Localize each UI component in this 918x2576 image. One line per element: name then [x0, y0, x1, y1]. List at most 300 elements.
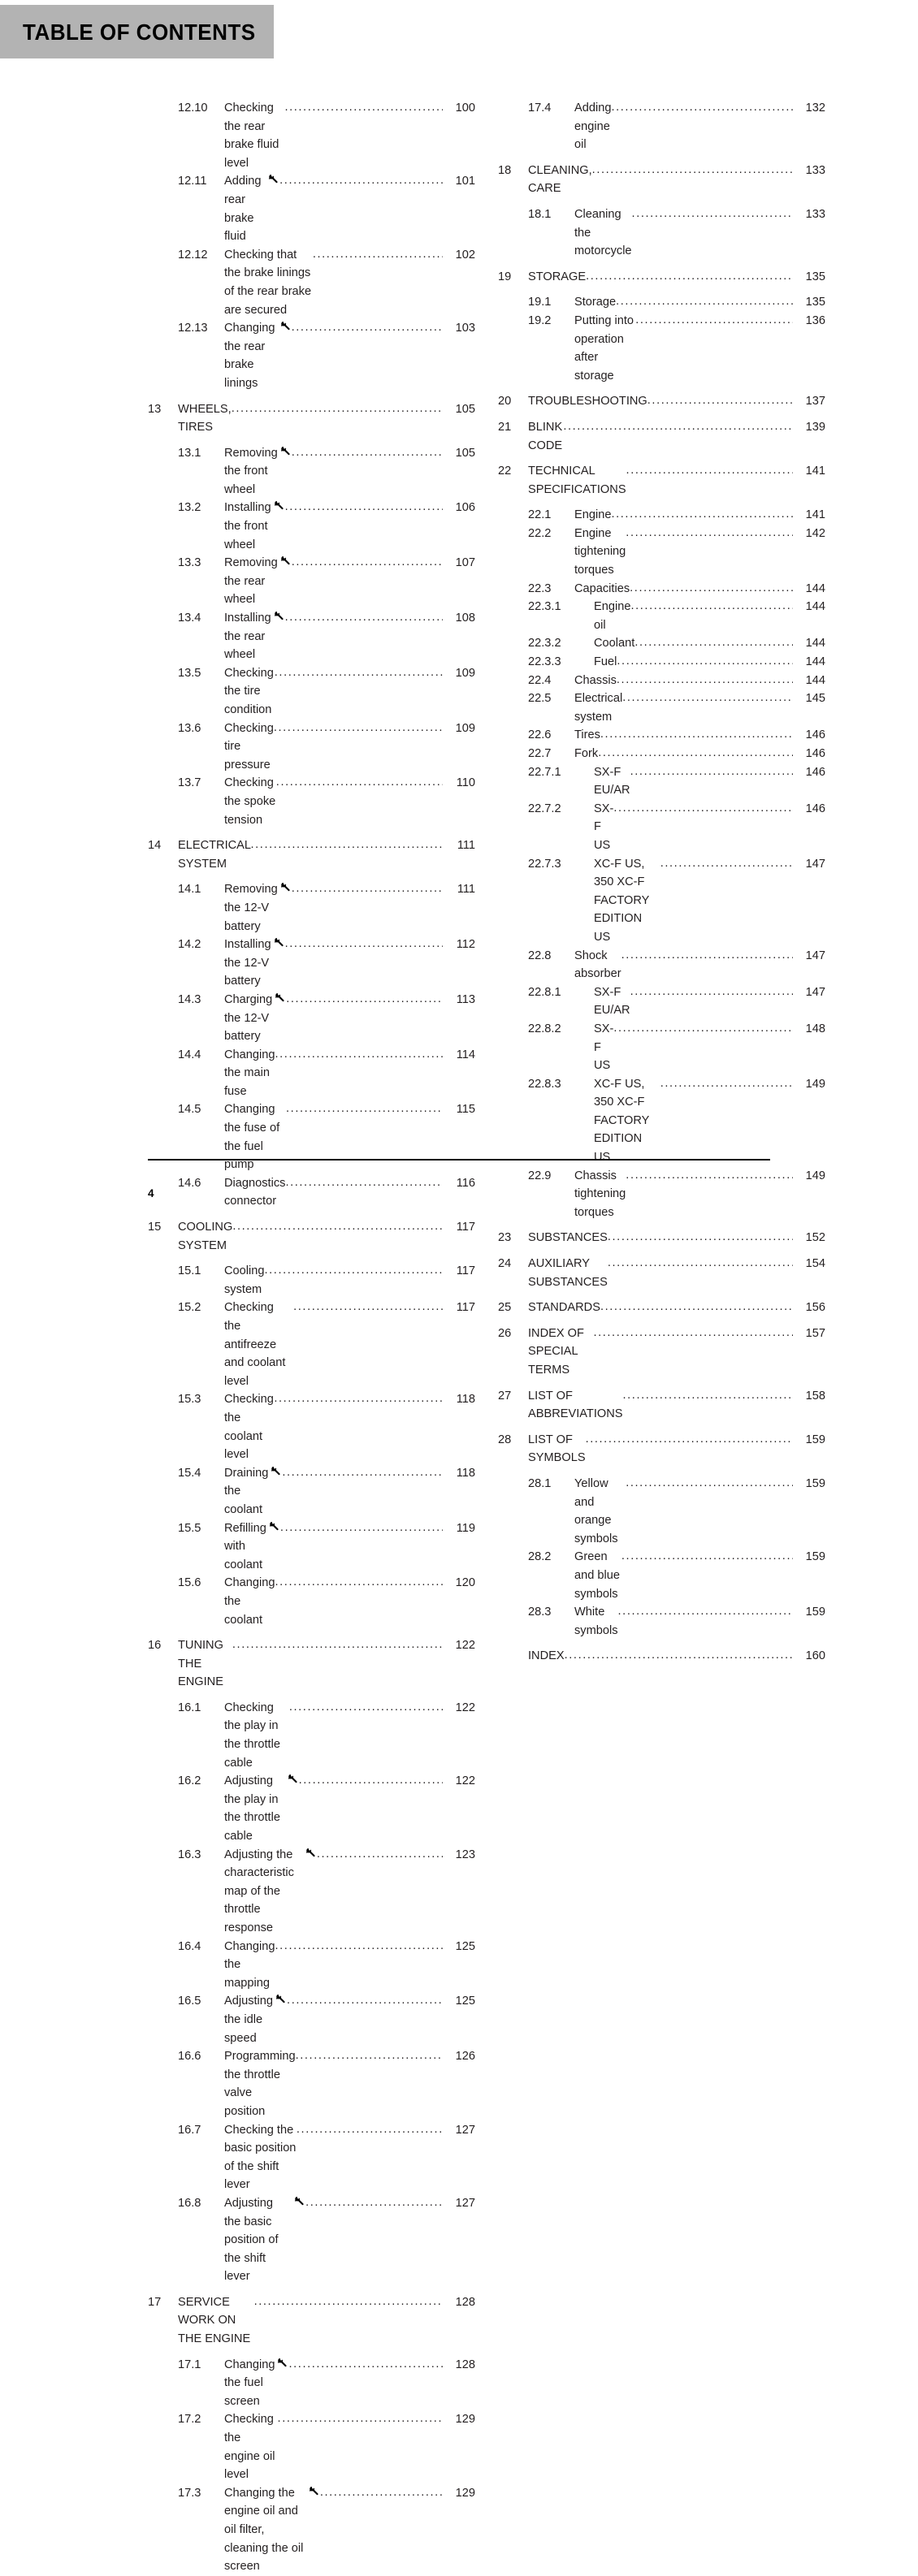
toc-entry[interactable]: [498, 99, 825, 154]
toc-entry[interactable]: [148, 991, 475, 1046]
leader-dots: [626, 1166, 793, 1185]
toc-entry-title: Removing the front wheel: [224, 446, 278, 496]
toc-entry[interactable]: [148, 1174, 475, 1211]
toc-entry[interactable]: [498, 506, 825, 525]
wrench-icon: [288, 1774, 298, 1784]
toc-entry-number: 17.4: [528, 102, 552, 115]
toc-entry[interactable]: [148, 1519, 475, 1575]
toc-entry-page: 144: [805, 673, 825, 687]
toc-entry-body: [574, 745, 825, 763]
toc-entry-page: 158: [805, 1389, 825, 1403]
leader-dots: [305, 2193, 443, 2212]
toc-entry-body: [224, 1464, 475, 1519]
leader-dots: [608, 1254, 793, 1273]
leader-dots: [274, 719, 443, 737]
toc-entry-body: [574, 726, 825, 745]
toc-entry[interactable]: [498, 672, 825, 690]
toc-entry[interactable]: [498, 293, 825, 312]
toc-entry-title: SX-F US: [594, 1022, 614, 1073]
leader-dots: [618, 1602, 793, 1621]
toc-entry[interactable]: [498, 268, 825, 287]
toc-entry-number: 28.1: [528, 1476, 552, 1490]
toc-entry-number: 22.3.3: [528, 655, 561, 669]
leader-dots: [616, 292, 793, 311]
toc-entry[interactable]: [148, 554, 475, 609]
toc-entry[interactable]: [498, 205, 825, 261]
toc-entry[interactable]: [148, 172, 475, 245]
toc-entry-title: Checking the rear brake fluid level: [224, 102, 279, 170]
toc-entry[interactable]: [498, 1299, 825, 1317]
toc-entry-title: Cooling system: [224, 1264, 265, 1296]
toc-entry[interactable]: [498, 689, 825, 726]
toc-entry-title: TECHNICAL SPECIFICATIONS: [528, 465, 626, 496]
toc-entry[interactable]: [498, 800, 825, 855]
toc-entry[interactable]: [498, 1229, 825, 1247]
toc-entry[interactable]: [498, 653, 825, 672]
toc-entry-body: [224, 172, 475, 245]
toc-entry-number: 16.5: [178, 1995, 201, 2008]
toc-entry[interactable]: [498, 162, 825, 198]
toc-entry[interactable]: [148, 499, 475, 554]
toc-entry-page: 142: [805, 526, 825, 540]
toc-entry-title: SERVICE WORK ON THE ENGINE: [178, 2295, 251, 2346]
toc-entry-title: Changing the coolant: [224, 1576, 275, 1627]
leader-dots: [289, 1698, 443, 1717]
leader-dots: [626, 524, 793, 542]
toc-entry-title: Charging the 12-V battery: [224, 992, 273, 1044]
toc-entry-title: Green and blue symbols: [574, 1550, 620, 1601]
toc-entry-page: 147: [805, 857, 825, 871]
toc-entry-page: 118: [456, 1466, 475, 1480]
toc-entry-number: 22: [498, 465, 512, 478]
toc-entry-title: Yellow and orange symbols: [574, 1476, 618, 1545]
toc-entry-number: 24: [498, 1257, 512, 1271]
leader-dots: [613, 1019, 793, 1038]
toc-entry[interactable]: [498, 1475, 825, 1548]
toc-entry[interactable]: [498, 418, 825, 455]
toc-entry-title: INDEX: [528, 1649, 565, 1663]
toc-entry-title: Adding engine oil: [574, 102, 612, 152]
toc-entry[interactable]: [148, 2356, 475, 2411]
toc-entry-title: Fuel: [594, 655, 617, 669]
toc-entry-page: 146: [805, 728, 825, 742]
leader-dots: [611, 505, 793, 524]
toc-entry[interactable]: [498, 1603, 825, 1640]
toc-entry[interactable]: [148, 664, 475, 720]
toc-entry-page: 148: [805, 1022, 825, 1035]
leader-dots: [292, 880, 443, 898]
toc-entry[interactable]: [498, 1548, 825, 1603]
toc-entry[interactable]: [498, 634, 825, 653]
page-number: 4: [148, 1187, 154, 1199]
leader-dots: [613, 799, 793, 818]
leader-dots: [593, 1324, 793, 1342]
toc-entry-page: 118: [456, 1393, 475, 1407]
toc-entry-number: 16.6: [178, 2050, 201, 2064]
toc-entry-page: 133: [805, 207, 825, 221]
toc-entry-page: 159: [805, 1550, 825, 1564]
toc-entry-title: Removing the rear wheel: [224, 556, 278, 607]
toc-entry-number: 14.6: [178, 1176, 201, 1190]
toc-entry-body: [574, 580, 825, 599]
leader-dots: [630, 763, 793, 781]
toc-entry-page: 103: [455, 322, 475, 335]
leader-dots: [286, 1100, 443, 1118]
toc-entry-page: 113: [456, 992, 475, 1006]
toc-entry-number: 13.3: [178, 556, 201, 570]
leader-dots: [292, 318, 443, 337]
toc-entry-title: Changing the fuel screen: [224, 2358, 275, 2408]
toc-entry-body: [574, 506, 825, 525]
toc-entry-body: [224, 1772, 475, 1845]
toc-entry-page: 106: [455, 501, 475, 515]
toc-entry-number: 22.8.2: [528, 1022, 561, 1035]
toc-entry-title: COOLING SYSTEM: [178, 1221, 233, 1252]
toc-entry[interactable]: [498, 1020, 825, 1075]
toc-entry-page: 111: [457, 883, 475, 897]
leader-dots: [254, 2293, 443, 2311]
toc-entry[interactable]: [148, 1846, 475, 1938]
toc-entry-body: [224, 1100, 475, 1173]
leader-dots: [600, 725, 793, 744]
toc-entry-title: STANDARDS: [528, 1301, 600, 1315]
toc-entry-body: [224, 664, 475, 720]
toc-entry-page: 117: [456, 1264, 475, 1278]
toc-entry-body: [528, 462, 825, 499]
toc-entry[interactable]: [498, 726, 825, 745]
toc-entry-body: [224, 1299, 475, 1390]
toc-entry[interactable]: [498, 1647, 825, 1666]
toc-entry-title: WHEELS, TIRES: [178, 402, 232, 434]
toc-entry-title: SX-F EU/AR: [594, 985, 630, 1018]
toc-entry-body: [574, 1603, 825, 1640]
toc-entry-title: Installing the front wheel: [224, 501, 271, 551]
toc-entry[interactable]: [148, 246, 475, 319]
toc-entry[interactable]: [498, 462, 825, 499]
wrench-icon: [269, 1521, 279, 1532]
toc-entry-page: 135: [805, 296, 825, 309]
toc-entry-page: 144: [805, 581, 825, 595]
toc-entry-page: 117: [456, 1221, 475, 1234]
toc-entry[interactable]: [148, 936, 475, 991]
toc-entry-number: 22.8.3: [528, 1077, 561, 1091]
leader-dots: [626, 461, 793, 480]
toc-entry-body: [224, 1846, 475, 1938]
toc-entry[interactable]: [498, 1325, 825, 1380]
toc-entry[interactable]: [148, 99, 475, 172]
toc-entry-title: Chassis tightening torques: [574, 1169, 626, 1219]
leader-dots: [565, 1646, 793, 1665]
toc-entry-page: 145: [805, 692, 825, 706]
toc-entry-page: 129: [455, 2413, 475, 2427]
toc-entry-number: 22.3.2: [528, 637, 561, 650]
toc-entry-page: 157: [805, 1326, 825, 1340]
toc-entry-body: [574, 598, 825, 634]
toc-entry-page: 132: [805, 102, 825, 115]
leader-dots: [278, 2410, 443, 2428]
toc-entry-number: 22.8.1: [528, 985, 561, 999]
toc-entry-title: Diagnostics connector: [224, 1176, 286, 1208]
toc-entry-title: Installing the rear wheel: [224, 612, 271, 662]
toc-entry-body: [528, 1387, 825, 1424]
toc-entry-body: [574, 983, 825, 1020]
toc-entry-number: 13.2: [178, 501, 201, 515]
toc-entry[interactable]: [148, 1992, 475, 2047]
toc-entry[interactable]: [498, 745, 825, 763]
toc-entry-number: 22.9: [528, 1169, 552, 1182]
leader-dots: [276, 773, 443, 792]
toc-entry-body: [574, 1475, 825, 1548]
toc-entry-title: Engine: [574, 508, 612, 522]
leader-dots: [623, 1386, 794, 1405]
toc-entry[interactable]: [148, 609, 475, 664]
toc-entry-page: 122: [455, 1701, 475, 1714]
toc-entry[interactable]: [498, 598, 825, 634]
leader-dots: [630, 597, 793, 616]
toc-entry[interactable]: [498, 1387, 825, 1424]
toc-entry-title: Refilling with coolant: [224, 1521, 266, 1571]
toc-entry[interactable]: [498, 947, 825, 983]
toc-entry[interactable]: [148, 2047, 475, 2120]
toc-entry-page: 123: [455, 1848, 475, 1861]
toc-entry-body: [224, 554, 475, 609]
toc-entry[interactable]: [148, 1574, 475, 1629]
leader-dots: [611, 98, 793, 117]
leader-dots: [621, 946, 793, 965]
toc-entry[interactable]: [148, 2410, 475, 2483]
toc-entry-number: 14.2: [178, 938, 201, 952]
toc-entry-title: Adjusting the idle speed: [224, 1995, 274, 2045]
toc-entry-page: 120: [455, 1576, 475, 1590]
toc-entry-body: [224, 880, 475, 936]
toc-entry-body: [574, 689, 825, 726]
wrench-icon: [275, 992, 285, 1003]
leader-dots: [275, 663, 443, 682]
toc-entry[interactable]: [498, 392, 825, 411]
wrench-icon: [280, 446, 291, 456]
toc-entry[interactable]: [148, 319, 475, 392]
toc-entry-number: 13: [148, 402, 162, 416]
wrench-icon: [280, 555, 291, 566]
toc-entry-title: XC-F US, 350 XC-F FACTORY EDITION US: [594, 1077, 650, 1165]
toc-entry-page: 111: [457, 839, 475, 853]
leader-dots: [232, 400, 443, 418]
toc-entry[interactable]: [498, 983, 825, 1020]
toc-entry-page: 109: [455, 666, 475, 680]
toc-entry[interactable]: [498, 855, 825, 947]
toc-entry-page: 141: [805, 465, 825, 478]
leader-dots: [293, 1298, 443, 1316]
toc-entry[interactable]: [148, 1100, 475, 1173]
toc-entry[interactable]: [498, 580, 825, 599]
toc-entry[interactable]: [148, 400, 475, 437]
toc-entry-number: 22.7: [528, 747, 552, 760]
toc-entry-number: 27: [498, 1389, 512, 1403]
toc-entry-title: Changing the mapping: [224, 1939, 275, 1990]
toc-entry-page: 159: [805, 1476, 825, 1490]
toc-entry-page: 127: [455, 2123, 475, 2137]
toc-entry-title: Changing the fuse of the fuel pump: [224, 1103, 280, 1172]
toc-entry-number: 13.1: [178, 446, 201, 460]
leader-dots: [586, 1430, 793, 1449]
toc-entry[interactable]: [148, 1390, 475, 1463]
leader-dots: [232, 1636, 443, 1654]
toc-entry-title: Putting into operation after storage: [574, 313, 634, 383]
toc-entry-body: [574, 312, 825, 385]
toc-entry-number: 17.3: [178, 2486, 201, 2500]
toc-entry-number: 16.4: [178, 1939, 201, 1953]
leader-dots: [647, 391, 793, 410]
leader-dots: [265, 1261, 444, 1280]
toc-entry-title: BLINK CODE: [528, 420, 563, 452]
wrench-icon: [268, 174, 279, 184]
toc-entry[interactable]: [148, 1218, 475, 1255]
toc-entry-number: 13.6: [178, 721, 201, 735]
toc-entry-page: 107: [455, 556, 475, 570]
toc-entry-title: Cleaning the motorcycle: [574, 207, 632, 258]
toc-entry[interactable]: [148, 1938, 475, 1993]
leader-dots: [282, 1463, 443, 1482]
toc-entry[interactable]: [148, 1299, 475, 1390]
toc-entry-page: 139: [805, 420, 825, 434]
toc-entry[interactable]: [148, 1046, 475, 1101]
toc-entry[interactable]: [148, 836, 475, 873]
toc-entry-title: Adjusting the basic position of the shift lever: [224, 2196, 279, 2284]
toc-entry-body: [574, 1167, 825, 1222]
toc-entry-number: 22.4: [528, 673, 552, 687]
leader-dots: [296, 2047, 443, 2065]
toc-entry-page: 135: [805, 270, 825, 283]
toc-entry-page: 160: [805, 1649, 825, 1663]
toc-entry[interactable]: [148, 1262, 475, 1299]
leader-dots: [632, 205, 793, 223]
toc-entry-page: 110: [456, 776, 475, 790]
toc-entry-number: 17: [148, 2295, 162, 2309]
toc-entry[interactable]: [148, 774, 475, 829]
wrench-icon: [294, 2196, 305, 2206]
leader-dots: [286, 990, 443, 1009]
toc-entry[interactable]: [498, 1075, 825, 1167]
toc-entry-page: 146: [805, 802, 825, 815]
toc-entry-number: 14.5: [178, 1103, 201, 1117]
leader-dots: [617, 671, 793, 689]
toc-entry-body: [574, 634, 825, 653]
toc-entry-page: 100: [455, 102, 475, 115]
wrench-icon: [274, 611, 284, 621]
toc-entry-title: Engine oil: [594, 600, 631, 632]
toc-entry-body: [574, 1020, 825, 1075]
toc-entry-number: 14.4: [178, 1048, 201, 1061]
toc-entry-body: [574, 525, 825, 580]
toc-entry-body: [574, 653, 825, 672]
toc-entry[interactable]: [148, 1636, 475, 1692]
toc-entry-number: 16.1: [178, 1701, 201, 1714]
toc-entry-number: 28.2: [528, 1550, 552, 1564]
toc-entry-page: 125: [455, 1995, 475, 2008]
toc-entry-page: 144: [805, 637, 825, 650]
toc-entry-title: TROUBLESHOOTING: [528, 395, 647, 408]
leader-dots: [313, 245, 443, 264]
toc-entry[interactable]: [498, 525, 825, 580]
toc-entry-title: Draining the coolant: [224, 1466, 269, 1516]
toc-entry-title: Fork: [574, 747, 599, 760]
toc-entry-number: 14: [148, 839, 162, 853]
toc-entry[interactable]: [148, 1699, 475, 1772]
wrench-icon: [274, 500, 284, 511]
toc-column-right: [498, 99, 825, 1673]
toc-entry-number: 15.5: [178, 1521, 201, 1535]
toc-entry-title: SX-F US: [594, 802, 614, 852]
toc-entry[interactable]: [148, 2484, 475, 2576]
toc-entry-body: [528, 1325, 825, 1380]
toc-entry-page: 116: [456, 1176, 475, 1190]
toc-entry[interactable]: [498, 1167, 825, 1222]
toc-entry[interactable]: [148, 444, 475, 499]
toc-entry[interactable]: [498, 763, 825, 800]
toc-entry-number: 16.8: [178, 2196, 201, 2210]
toc-entry[interactable]: [148, 2121, 475, 2194]
toc-entry-number: 22.3.1: [528, 600, 561, 614]
toc-entry-number: 20: [498, 395, 512, 408]
toc-entry-title: ELECTRICAL SYSTEM: [178, 839, 251, 871]
toc-entry-body: [224, 2121, 475, 2194]
toc-entry-body: [528, 418, 825, 455]
toc-entry-title: Checking the spoke tension: [224, 776, 276, 827]
wrench-icon: [305, 1848, 316, 1858]
toc-entry-number: 16.7: [178, 2123, 201, 2137]
toc-entry[interactable]: [498, 1255, 825, 1291]
toc-entry-page: 144: [805, 655, 825, 669]
toc-entry[interactable]: [148, 720, 475, 775]
toc-entry-number: 22.5: [528, 692, 552, 706]
toc-entry-page: 156: [805, 1301, 825, 1315]
leader-dots: [275, 1573, 443, 1592]
wrench-icon: [271, 1466, 281, 1476]
toc-entry-number: 22.2: [528, 526, 552, 540]
toc-entry-page: 129: [455, 2486, 475, 2500]
toc-entry-body: [178, 400, 475, 437]
toc-entry-body: [528, 392, 825, 411]
toc-entry[interactable]: [498, 312, 825, 385]
leader-dots: [630, 983, 793, 1001]
toc-entry[interactable]: [148, 1464, 475, 1519]
toc-entry-body: [178, 1636, 475, 1692]
toc-entry-number: 25: [498, 1301, 512, 1315]
toc-entry-title: XC-F US, 350 XC-F FACTORY EDITION US: [594, 857, 650, 944]
toc-entry[interactable]: [148, 880, 475, 936]
toc-entry-page: 133: [805, 163, 825, 177]
toc-entry-number: 12.13: [178, 322, 208, 335]
toc-entry-body: [224, 319, 475, 392]
toc-entry[interactable]: [148, 2194, 475, 2286]
toc-entry-body: [528, 268, 825, 287]
toc-entry-body: [528, 1255, 825, 1291]
toc-entry-body: [224, 246, 475, 319]
toc-entry[interactable]: [148, 2293, 475, 2349]
toc-entry-body: [224, 1174, 475, 1211]
toc-entry-body: [224, 1519, 475, 1575]
toc-entry-number: 22.3: [528, 581, 552, 595]
toc-entry-title: Checking tire pressure: [224, 721, 274, 772]
toc-entry-body: [224, 609, 475, 664]
toc-entry[interactable]: [148, 1772, 475, 1845]
toc-entry-body: [224, 2356, 475, 2411]
toc-entry-body: [224, 99, 475, 172]
leader-dots: [275, 1045, 443, 1064]
toc-entry-body: [224, 1390, 475, 1463]
toc-entry[interactable]: [498, 1431, 825, 1467]
toc-entry-title: STORAGE: [528, 270, 587, 283]
